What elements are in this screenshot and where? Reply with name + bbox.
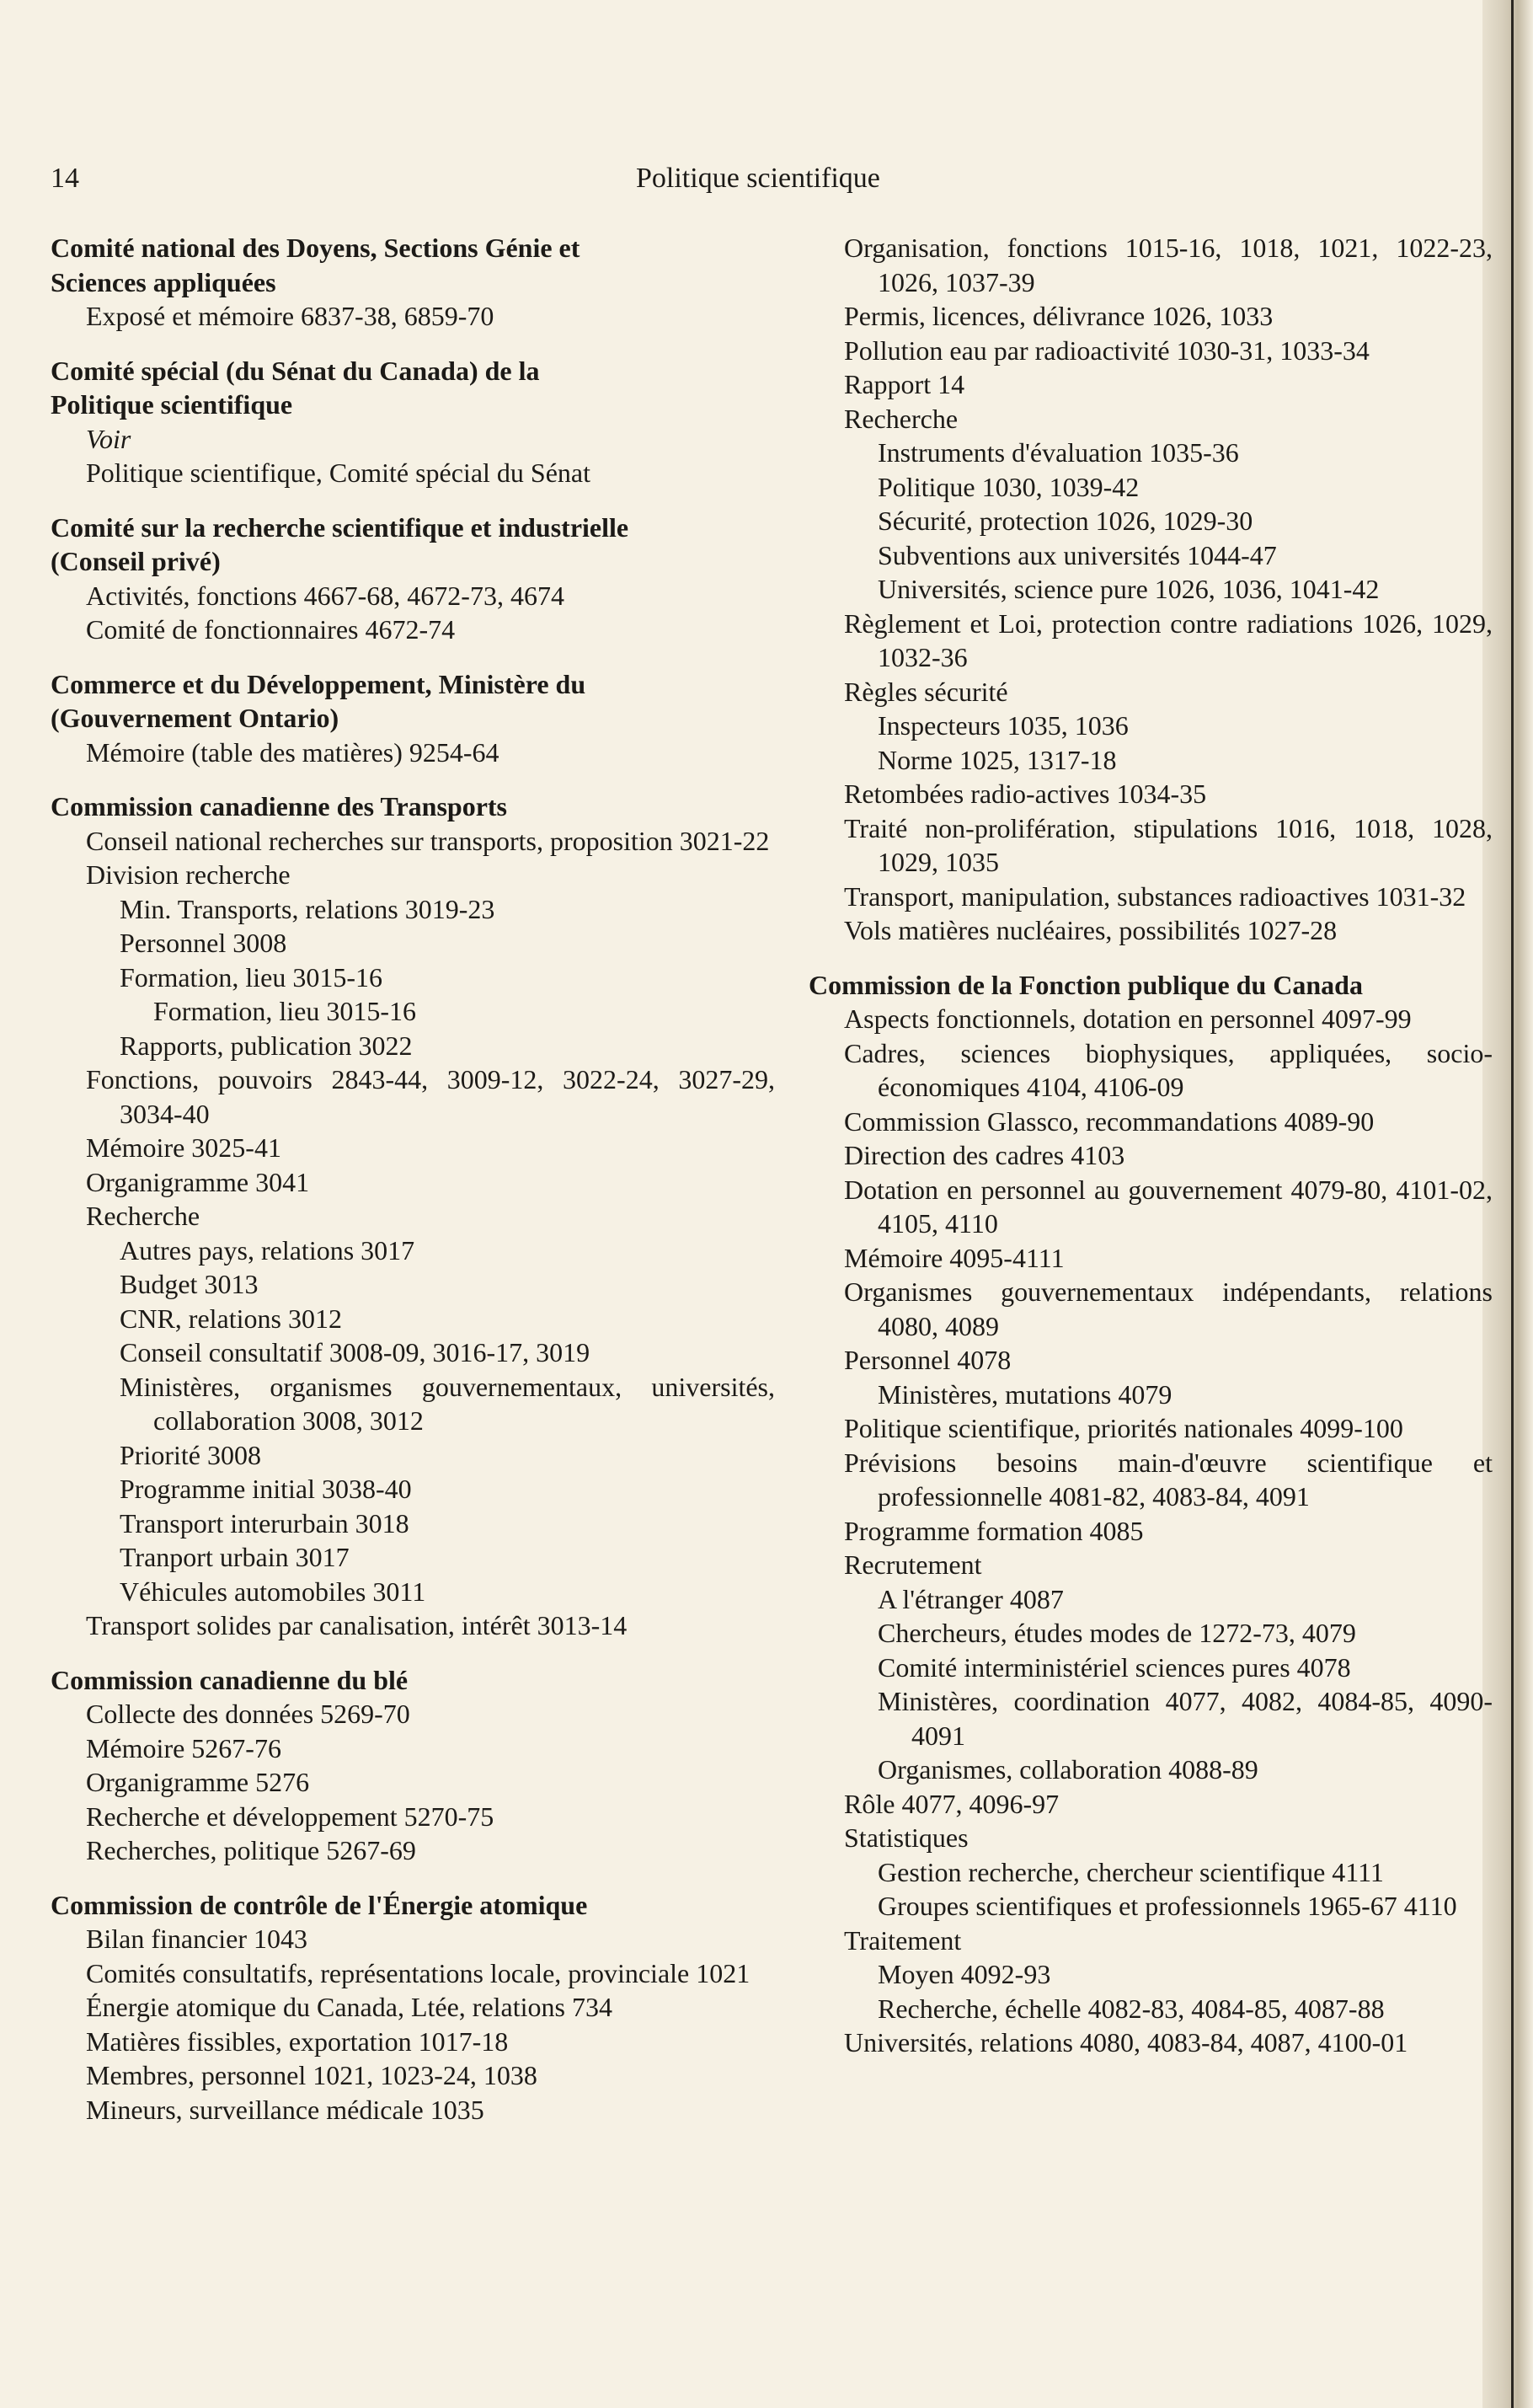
index-subsubentry: Moyen 4092-93 bbox=[878, 1959, 1051, 1989]
index-subsubentry: Ministères, coordination 4077, 4082, 4084-85, 4090-4091 bbox=[878, 1686, 1493, 1751]
index-heading: Commission canadienne des Transports bbox=[51, 791, 507, 821]
index-heading: Commission canadienne du blé bbox=[51, 1664, 409, 1695]
index-entry-block bbox=[809, 968, 1493, 2060]
index-subsubentry: Comité interministériel sciences pures 4078 bbox=[878, 1651, 1351, 1683]
running-head: Politique scientifique bbox=[636, 163, 880, 194]
left-column bbox=[51, 231, 775, 2147]
index-subentry: Pollution eau par radioactivité 1030-31, 1033-34 bbox=[844, 334, 1370, 366]
index-subsubentry: Instruments d'évaluation 1035-36 bbox=[878, 437, 1239, 468]
index-subentry: Recherches, politique 5267-69 bbox=[86, 1835, 416, 1865]
index-subentry: Politique scientifique, priorités nationales 4099-100 bbox=[844, 1413, 1403, 1443]
index-subentry: Organigramme 5276 bbox=[86, 1767, 310, 1797]
index-subsubentry: Universités, science pure 1026, 1036, 1041-42 bbox=[878, 574, 1380, 604]
index-subentry: Vols matières nucléaires, possibilités 1027-28 bbox=[844, 915, 1338, 945]
index-subsubentry: Sécurité, protection 1026, 1029-30 bbox=[878, 506, 1253, 536]
index-heading: Politique scientifique bbox=[51, 389, 293, 420]
index-subsubentry: Subventions aux universités 1044-47 bbox=[878, 539, 1277, 570]
index-heading: Sciences appliquées bbox=[51, 266, 276, 297]
index-heading: Commission de la Fonction publique du Canada bbox=[809, 969, 1363, 1000]
index-subsubentry: Chercheurs, études modes de 1272-73, 4079 bbox=[878, 1618, 1356, 1648]
index-subentry: Mémoire 4095-4111 bbox=[844, 1242, 1065, 1273]
index-subentry: Traitement bbox=[844, 1924, 962, 1956]
right-column bbox=[809, 231, 1493, 2080]
index-subentry: Recrutement bbox=[844, 1549, 982, 1580]
index-subsubentry: Ministères, mutations 4079 bbox=[878, 1378, 1172, 1410]
index-subentry: Comités consultatifs, représentations locale, provinciale 1021 bbox=[86, 1957, 750, 1988]
index-subentry: Dotation en personnel au gouvernement 4079-80, 4101-02, 4105, 4110 bbox=[844, 1174, 1493, 1239]
index-subentry: Personnel 4078 bbox=[844, 1345, 1012, 1375]
index-subentry: Organisation, fonctions 1015-16, 1018, 1021, 1022-23, 1026, 1037-39 bbox=[844, 233, 1493, 297]
index-heading: (Gouvernement Ontario) bbox=[51, 703, 339, 733]
index-subentry: Transport, manipulation, substances radioactives 1031-32 bbox=[844, 880, 1466, 912]
index-subentry: Recherche et développement 5270-75 bbox=[86, 1801, 494, 1832]
index-subsubentry: Priorité 3008 bbox=[120, 1439, 261, 1470]
index-subsubentry: Tranport urbain 3017 bbox=[120, 1542, 350, 1572]
index-subsubentry: Norme 1025, 1317-18 bbox=[878, 744, 1117, 775]
index-entry-block bbox=[51, 667, 775, 770]
index-subentry: Fonctions, pouvoirs 2843-44, 3009-12, 3022-24, 3027-29, 3034-40 bbox=[86, 1064, 775, 1129]
index-subentry: Énergie atomique du Canada, Ltée, relations 734 bbox=[86, 1992, 612, 2022]
index-subentry: Division recherche bbox=[86, 859, 291, 890]
index-subentry: Programme formation 4085 bbox=[844, 1515, 1144, 1546]
index-subentry: Règles sécurité bbox=[844, 676, 1008, 707]
index-subentry: Bilan financier 1043 bbox=[86, 1924, 308, 1954]
index-subsubentry: Conseil consultatif 3008-09, 3016-17, 3019 bbox=[120, 1337, 590, 1367]
index-subentry: Commission Glassco, recommandations 4089-90 bbox=[844, 1105, 1375, 1137]
index-entry-block bbox=[51, 354, 775, 490]
index-heading: Comité spécial (du Sénat du Canada) de la bbox=[51, 355, 540, 386]
index-subentry: Aspects fonctionnels, dotation en personnel 4097-99 bbox=[844, 1003, 1412, 1034]
index-subentry: Recherche bbox=[86, 1201, 200, 1231]
index-subsubentry: Recherche, échelle 4082-83, 4084-85, 4087-88 bbox=[878, 1993, 1385, 2024]
index-subentry: Statistiques bbox=[844, 1822, 969, 1853]
index-subsubentry: Véhicules automobiles 3011 bbox=[120, 1576, 426, 1607]
index-subentry: Transport solides par canalisation, intérêt 3013-14 bbox=[86, 1610, 628, 1640]
index-subsubentry: Budget 3013 bbox=[120, 1269, 259, 1299]
index-subsubentry: Politique 1030, 1039-42 bbox=[878, 471, 1140, 502]
index-subsubentry: CNR, relations 3012 bbox=[120, 1303, 342, 1334]
index-heading: (Conseil privé) bbox=[51, 546, 221, 576]
index-subentry: Mineurs, surveillance médicale 1035 bbox=[86, 2094, 484, 2125]
index-subentry: Universités, relations 4080, 4083-84, 4087, 4100-01 bbox=[844, 2027, 1408, 2058]
index-entry-block bbox=[51, 1888, 775, 2127]
index-subsubentry: Groupes scientifiques et professionnels 1965-67 4110 bbox=[878, 1891, 1457, 1921]
index-subentry: Comité de fonctionnaires 4672-74 bbox=[86, 614, 456, 645]
index-subentry: Membres, personnel 1021, 1023-24, 1038 bbox=[86, 2060, 537, 2090]
index-subentry: Recherche bbox=[844, 403, 959, 434]
index-subsubentry: Programme initial 3038-40 bbox=[120, 1474, 412, 1504]
index-subsubentry: Ministères, organismes gouvernementaux, universités, collaboration 3008, 3012 bbox=[120, 1371, 775, 1436]
page-number: 14 bbox=[51, 163, 79, 194]
page-header bbox=[51, 163, 1449, 201]
index-subentry: Matières fissibles, exportation 1017-18 bbox=[86, 2025, 509, 2057]
index-subsubentry: Rapports, publication 3022 bbox=[120, 1030, 413, 1061]
index-subentry: Rapport 14 bbox=[844, 369, 965, 399]
index-heading: Comité national des Doyens, Sections Génie et bbox=[51, 233, 580, 263]
index-subsubentry: Gestion recherche, chercheur scientifique 4111 bbox=[878, 1856, 1384, 1887]
see-reference-label: Voir bbox=[86, 423, 131, 454]
index-subsubentry: Formation, lieu 3015-16 bbox=[153, 996, 416, 1026]
index-subsubentry: Formation, lieu 3015-16 bbox=[120, 961, 382, 993]
index-subentry: Organigramme 3041 bbox=[86, 1166, 310, 1197]
index-subentry: Règlement et Loi, protection contre radiations 1026, 1029, 1032-36 bbox=[844, 607, 1493, 672]
index-subsubentry: Organismes, collaboration 4088-89 bbox=[878, 1754, 1258, 1785]
index-heading: Comité sur la recherche scientifique et industrielle bbox=[51, 511, 629, 543]
index-subsubentry: A l'étranger 4087 bbox=[878, 1583, 1064, 1614]
index-subentry: Organismes gouvernementaux indépendants, relations 4080, 4089 bbox=[844, 1276, 1493, 1341]
index-subentry: Retombées radio-actives 1034-35 bbox=[844, 779, 1207, 809]
index-subentry: Rôle 4077, 4096-97 bbox=[844, 1788, 1060, 1819]
index-subentry: Activités, fonctions 4667-68, 4672-73, 4674 bbox=[86, 580, 564, 611]
index-subentry: Politique scientifique, Comité spécial du Sénat bbox=[86, 458, 590, 488]
index-subentry: Traité non-prolifération, stipulations 1016, 1018, 1028, 1029, 1035 bbox=[844, 812, 1493, 877]
index-entry-block bbox=[51, 231, 775, 334]
index-subentry: Mémoire 3025-41 bbox=[86, 1132, 281, 1163]
index-subsubentry: Autres pays, relations 3017 bbox=[120, 1234, 415, 1266]
index-subentry: Direction des cadres 4103 bbox=[844, 1140, 1125, 1170]
index-subentry: Mémoire 5267-76 bbox=[86, 1732, 281, 1763]
index-subsubentry: Inspecteurs 1035, 1036 bbox=[878, 710, 1129, 741]
index-subentry: Cadres, sciences biophysiques, appliquées, socio-économiques 4104, 4106-09 bbox=[844, 1037, 1493, 1102]
index-subentry: Conseil national recherches sur transports, proposition 3021-22 bbox=[86, 825, 770, 856]
index-entry-block bbox=[51, 511, 775, 647]
index-subentry: Permis, licences, délivrance 1026, 1033 bbox=[844, 301, 1274, 331]
index-subentry: Exposé et mémoire 6837-38, 6859-70 bbox=[86, 301, 494, 331]
index-heading: Commission de contrôle de l'Énergie atomique bbox=[51, 1889, 588, 1920]
gutter-line bbox=[1511, 0, 1514, 2408]
index-entry-block bbox=[809, 231, 1493, 948]
index-subsubentry: Min. Transports, relations 3019-23 bbox=[120, 893, 495, 924]
index-subsubentry: Personnel 3008 bbox=[120, 928, 287, 958]
index-subsubentry: Transport interurbain 3018 bbox=[120, 1507, 409, 1538]
index-heading: Commerce et du Développement, Ministère du bbox=[51, 668, 586, 699]
index-subentry: Mémoire (table des matières) 9254-64 bbox=[86, 736, 499, 768]
index-entry-block bbox=[51, 789, 775, 1643]
index-entry-block bbox=[51, 1663, 775, 1868]
index-subentry: Collecte des données 5269-70 bbox=[86, 1699, 410, 1729]
index-subentry: Prévisions besoins main-d'œuvre scientifique et professionnelle 4081-82, 4083-84, 4091 bbox=[844, 1447, 1493, 1512]
